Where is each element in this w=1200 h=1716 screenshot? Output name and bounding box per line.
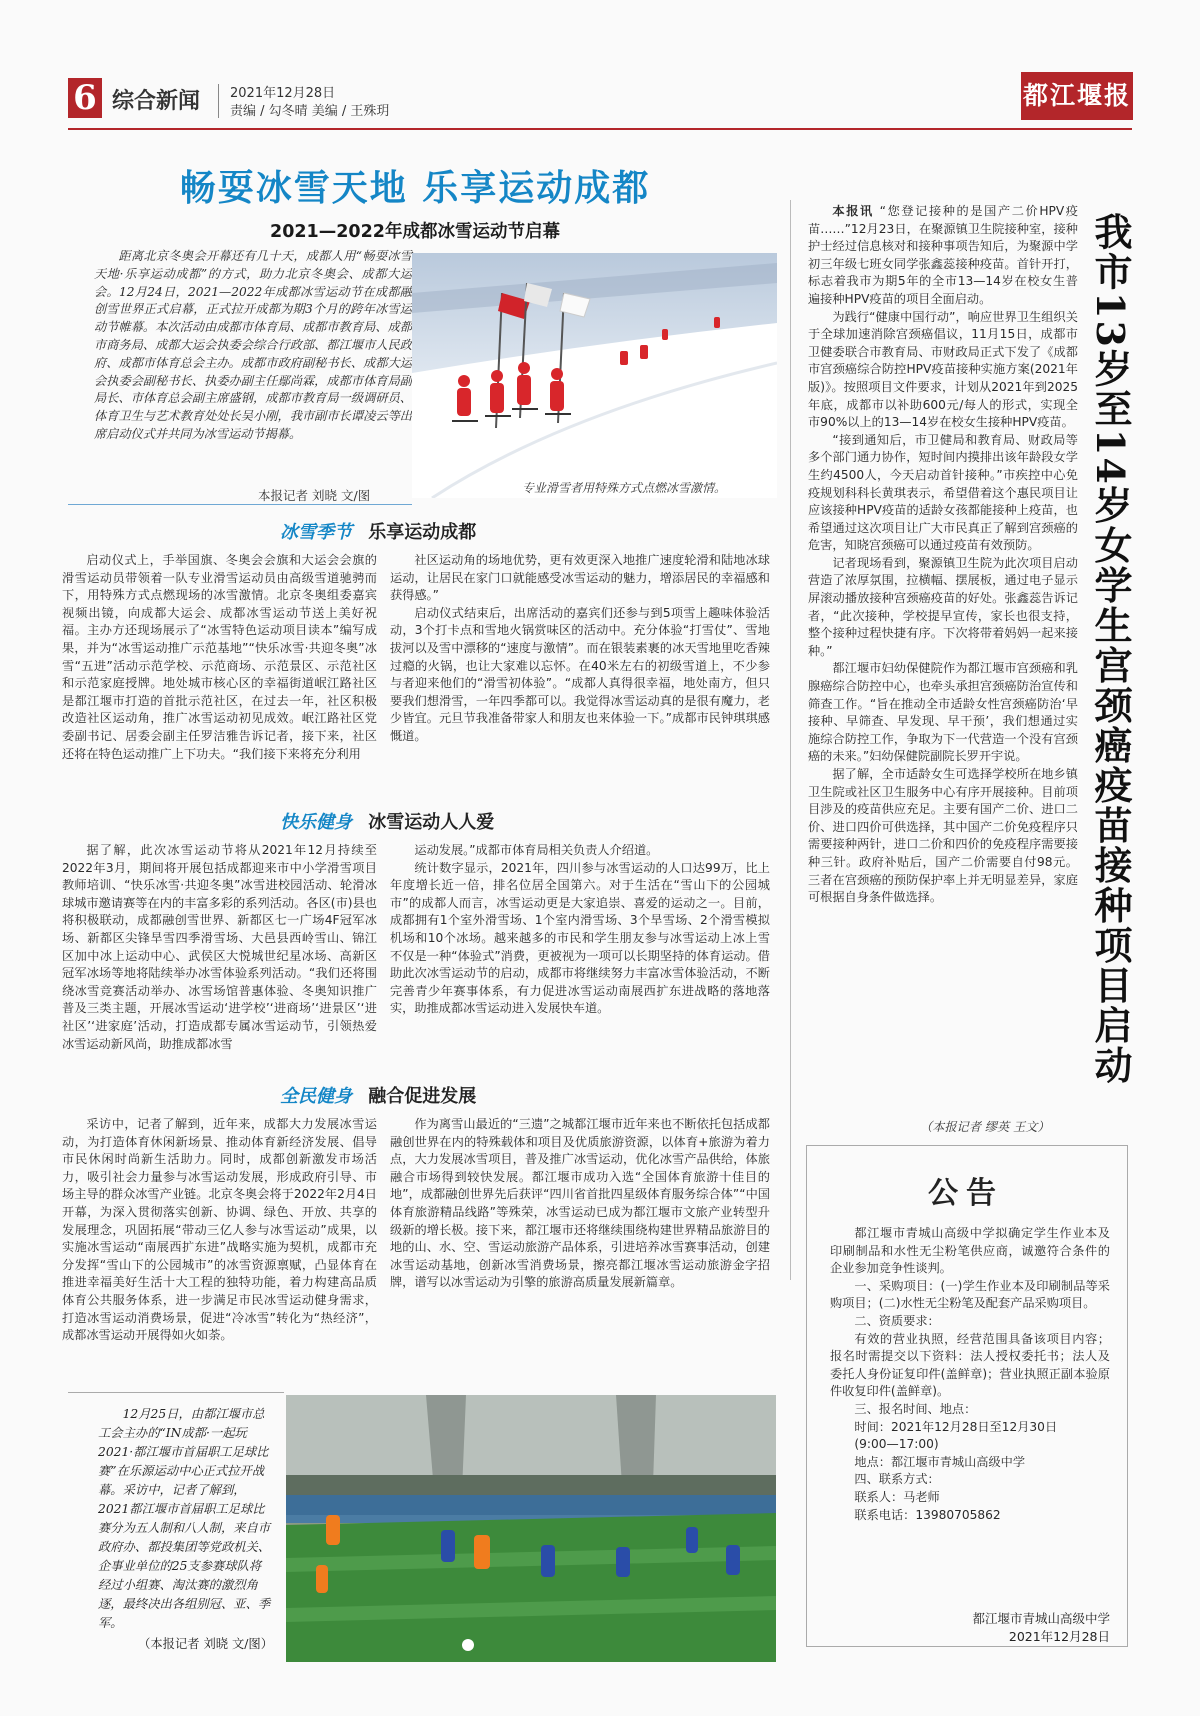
article-col	[390, 842, 770, 1018]
lead-label: 本报讯	[832, 204, 880, 218]
subsection-title: 融合促进发展	[368, 1086, 477, 1107]
notice-title: 公告	[928, 1176, 1004, 1211]
subsection-heading-1	[280, 518, 476, 544]
page-number: 6	[68, 78, 102, 118]
article-col: 作为离雪山最近的“三遗”之城都江堰市近年来也不断依托包括成都融创世界在内的特殊载体和项目及优质旅游资源，以体育+旅游为着力点，大力发展冰雪项目，普及推广冰雪运动，优化冰雪产品供给，体旅融合市场得到较快发展。都江堰市成功入选“全国体育旅游十佳目的地”，成都融创世界先后获评“四川省首批四星级体育服务综合体”“中国体育旅游精品线路”等殊荣，冰雪运动已成为都江堰市文旅产业转型升级新的增长极。接下来，都江堰市还将继续围绕构建世界精品旅游目的地的山、水、空、雪运动旅游产品体系，引进培养冰雪赛事活动，创建冰雪运动基地，创新冰雪消费场景，擦亮都江堰冰雪运动旅游金字招牌，谱写以冰雪运动为引擎的旅游高质量发展新篇章。	[390, 1117, 770, 1290]
notice-signature	[830, 1610, 1110, 1646]
paragraph: 运动发展。”成都市体育局相关负责人介绍道。	[414, 843, 659, 857]
subsection-heading-3	[280, 1082, 476, 1108]
subsection-keyword: 冰雪季节	[280, 522, 352, 543]
ski-photo-caption: 专业滑雪者用特殊方式点燃冰雪激情。	[522, 481, 727, 495]
paragraph: 为践行“健康中国行动”，响应世界卫生组织关于全球加速消除宫颈癌倡议，11月15日，成都市卫健委联合市教育局、市财政局正式下发了《成都市宫颈癌综合防控HPV疫苗接种实施方案(2021年版)》。按照项目文件要求，计划从2021年到2025年底，成都市以补助600元/每人的形式，实现全市90%以上的13—14岁在校女生接种HPV疫苗。	[808, 309, 1078, 430]
notice-line: 二、资质要求：	[854, 1313, 940, 1328]
subsection-title: 冰雪运动人人爱	[368, 812, 495, 833]
paragraph: 启动仪式结束后，出席活动的嘉宾们还参与到5项雪上趣味体验活动，3个打卡点和雪地火锅赏味区的活动中。充分体验“打雪仗”、雪地拔河以及雪中漂移的“速度与激情”。而在银装素裹的冰天雪地里吃香辣过瘾的火锅，也让大家难以忘怀。在40米左右的初级雪道上，不少参与者迎来他们的“滑雪初体验”。“成都人真得很幸福，地处南方，但只要我们想滑雪，一年四季都可以。我觉得冰雪运动真的是很有魔力，老少皆宜。元旦节我准备带家人和朋友也来体验一下。”成都市民钟琪琪感慨道。	[390, 605, 770, 743]
notice-line: 有效的营业执照，经营范围具备该项目内容；报名时需提交以下资料：法人授权委托书；法人及委托人身份证复印件(盖鲜章)；营业执照正副本验原件收复印件(盖鲜章)。	[830, 1331, 1110, 1399]
lead-paragraph: 距离北京冬奥会开幕还有几十天，成都人用“畅耍冰雪天地·乐享运动成都”的方式，助力北京冬奥会、成都大运会。12月24日，2021—2022年成都冰雪运动节在成都融创雪世界正式启幕，正式拉开成都为期3个月的跨年冰雪运动节帷幕。本次活动由成都市体育局、成都市教育局、成都市商务局、成都大运会执委会综合行政部、都江堰市人民政府、成都市体育总会主办。成都市政府副秘书长、成都大运会执委会副秘书长、执委办副主任鄢尚霖，成都市体育局副局长、市体育总会副主席盛钢，成都市教育局一级调研员、体育卫生与艺术教育处处长吴小刚，我市副市长谭凌云等出席启动仪式并共同为冰雪运动节揭幕。	[94, 249, 412, 441]
football-photo	[286, 1395, 776, 1662]
main-subheadline: 2021—2022年成都冰雪运动节启幕	[270, 222, 560, 242]
issue-date: 2021年12月28日	[230, 86, 336, 101]
subsection-title: 乐享运动成都	[368, 522, 477, 543]
lead-credit: 本报记者 刘晓 文/图	[258, 488, 371, 503]
vaccine-credit: （本报记者 缪英 王文）	[920, 1120, 1050, 1134]
football-caption: 12月25日，由都江堰市总工会主办的“IN成都·一起玩 2021·都江堰市首届职工足球比赛”在乐源运动中心正式拉开战幕。采访中，记者了解到，2021都江堰市首届职工足球比赛分为五人制和八人制，来自市政府办、都投集团等党政机关、企事业单位的25支参赛球队将经过小组赛、淘汰赛的激烈角逐，最终决出各组别冠、亚、季军。 （本报记者 刘晓 文/图）	[98, 1405, 273, 1654]
paragraph: 记者现场看到，聚源镇卫生院为此次项目启动营造了浓厚氛围，拉横幅、摆展板，通过电子显示屏滚动播放接种宫颈癌疫苗的好处。张鑫蕊告诉记者，“此次接种，学校提早宣传，家长也很支持，整个接种过程快捷有序。下次将带着妈妈一起来接种。”	[808, 555, 1078, 658]
notice-line: 地点：都江堰市青城山高级中学	[854, 1454, 1026, 1469]
notice-line: 时间：2021年12月28日至12月30日	[854, 1419, 1058, 1434]
vaccine-headline: 我市13岁至14岁女学生宫颈癌疫苗接种项目启动	[1088, 212, 1133, 1086]
header-divider	[218, 84, 219, 118]
main-headline: 畅耍冰雪天地 乐享运动成都	[179, 168, 651, 209]
paragraph: 本报讯 “您登记接种的是国产二价HPV疫苗……”12月23日，在聚源镇卫生院接种室，接种护士经过信息核对和接种事项告知后，为聚源中学初三年级七班女同学张鑫蕊接种疫苗。首针开打，标志着我市为期5年的全市13—14岁在校女生普遍接种HPV疫苗的项目全面启动。	[808, 204, 1078, 306]
subsection-keyword: 全民健身	[280, 1086, 352, 1107]
notice-line: 联系电话：13980705862	[854, 1507, 1001, 1522]
football-credit: （本报记者 刘晓 文/图）	[138, 1637, 273, 1651]
paragraph: 统计数字显示，2021年，四川参与冰雪运动的人口达99万，比上年度增长近一倍，排名位居全国第六。对于生活在“雪山下的公园城市”的成都人而言，冰雪运动更是大家追崇、喜爱的运动之一。目前，成都拥有1个室外滑雪场、1个室内滑雪场、3个旱雪场、2个滑雪模拟机场和10个冰场。越来越多的市民和学生朋友参与冰雪运动上冰上雪不仅是一种“体验式”消费，更被视为一项可以长期坚持的体育运动。借助此次冰雪运动节的启动，成都市将继续努力丰富冰雪体验活动，不断完善青少年赛事体系，有力促进冰雪运动南展西扩东进战略的落地落实，助推成都冰雪运动进入发展快车道。	[390, 860, 770, 1016]
paragraph: 社区运动角的场地优势，更有效更深入地推广速度轮滑和陆地冰球运动，让居民在家门口就能感受冰雪运动的魅力，增添居民的幸福感和获得感。”	[390, 553, 770, 603]
vaccine-body	[808, 203, 1078, 907]
notice-line: (9:00—17:00)	[854, 1437, 939, 1452]
notice-intro: 都江堰市青城山高级中学拟确定学生作业本及印刷制品和水性无尘粉笔供应商，诚邀符合条件的企业参加竞争性谈判。	[830, 1226, 1110, 1276]
notice-body	[830, 1225, 1110, 1524]
article-col: 据了解，此次冰雪运动节将从2021年12月持续至2022年3月，期间将开展包括成都迎来市中小学滑雪项目教师培训、“快乐冰雪·共迎冬奥”冰雪进校园活动、轮滑冰球城市邀请赛等在内的丰富多彩的系列活动。各区(市)县也将积极联动，成都融创雪世界、新都区七一广场4F冠军冰场、新都区尖锋旱雪四季滑雪场、大邑县西岭雪山、锦江区加中冰上运动中心、武侯区大悦城世纪星冰场、高新区冠军冰场等地将陆续举办冰雪体验系列活动。“我们还将围绕冰雪竞赛活动举办、冰雪场馆普惠体验、冬奥知识推广普及三类主题，开展冰雪运动‘进学校’‘进商场’‘进景区’‘进社区’‘进家庭’活动，打造成都专属冰雪运动节，引领热爱冰雪运动新风尚，助推成都冰雪	[62, 843, 377, 1051]
paragraph: “接到通知后，市卫健局和教育局、财政局等多个部门通力协作，短时间内摸排出该年龄段女学生约4500人，今天启动首针接种。”市疾控中心免疫规划科科长黄琪表示，希望借着这个惠民项目让应该接种HPV疫苗的适龄女孩都能接种上疫苗，也希望通过这次项目让广大市民真正了解到宫颈癌的危害，知晓宫颈癌可以通过疫苗有效预防。	[808, 432, 1078, 553]
notice-line: 一、采购项目：(一)学生作业本及印刷制品等采购项目；(二)水性无尘粉笔及配套产品采购项目。	[830, 1278, 1110, 1311]
masthead-logo: 都江堰报	[1021, 72, 1133, 120]
article-col: 启动仪式上，手举国旗、冬奥会会旗和大运会会旗的滑雪运动员带领着一队专业滑雪运动员由高级雪道驰骋而下，用特殊方式点燃现场的冰雪激情。北京冬奥组委嘉宾视频出镜，向成都大运会、成都冰雪运动节送上美好祝福。主办方还现场展示了“冰雪特色运动项目读本”编写成果，并为“冰雪运动推广示范基地”“快乐冰雪·共迎冬奥”冰雪“五进”活动示范学校、示范商场、示范景区、示范社区和示范家庭授牌。地处城市核心区的幸福街道岷江路社区是都江堰市打造的首批示范社区，在过去一年，社区积极改造社区运动角，推广冰雪运动初见成效。岷江路社区党委副书记、居委会副主任罗洁雅告诉记者，接下来，社区还将在特色运动推广上下功夫。“我们接下来将充分利用	[62, 553, 377, 761]
subsection-keyword: 快乐健身	[280, 812, 352, 833]
lead-rule	[68, 504, 412, 505]
ski-photo	[412, 253, 777, 498]
notice-line: 联系人：马老师	[854, 1489, 940, 1504]
notice-line: 三、报名时间、地点：	[854, 1401, 977, 1416]
header-rule	[68, 128, 1132, 130]
notice-signer: 都江堰市青城山高级中学	[972, 1611, 1110, 1626]
article-col: 采访中，记者了解到，近年来，成都大力发展冰雪运动，为打造体育休闲新场景、推动体育新经济发展、倡导市民休闲时尚新生活助力。同时，成都创新激发市场活力，吸引社会力量参与冰雪运动发展，形成政府引导、市场主导的群众冰雪产业链。北京冬奥会将于2022年2月4日开幕，为深入贯彻落实创新、协调、绿色、开放、共享的发展理念，巩固拓展“带动三亿人参与冰雪运动”成果，以实施冰雪运动“南展西扩东进”战略实施为契机，成都市充分发挥“雪山下的公园城市”的冰雪资源禀赋，凸显体育在推进幸福美好生活十大工程的独特功能，着力构建高品质体育公共服务体系，进一步满足市民冰雪运动健身需求，打造冰雪运动消费场景，促进“冷冰雪”转化为“热经济”，成都冰雪运动开展得如火如荼。	[62, 1117, 377, 1343]
notice-line: 四、联系方式：	[854, 1472, 940, 1487]
column-divider	[790, 200, 791, 1280]
editors-line: 责编 / 勾冬晴 美编 / 王殊玥	[230, 104, 390, 119]
paragraph: 都江堰市妇幼保健院作为都江堰市宫颈癌和乳腺癌综合防控中心，也牵头承担宫颈癌防治宣传和筛查工作。“旨在推动全市适龄女性宫颈癌防治‘早接种、早筛查、早发现、早干预’，我们想通过实施综合防控工作，争取为下一代营造一个没有宫颈癌的未来。”妇幼保健院副院长罗开宇说。	[808, 661, 1078, 764]
subsection-heading-2	[280, 808, 494, 834]
article-col	[390, 552, 770, 746]
section-title: 综合新闻	[112, 89, 201, 114]
notice-date: 2021年12月28日	[1008, 1629, 1110, 1644]
paragraph: 据了解，全市适龄女生可选择学校所在地乡镇卫生院或社区卫生服务中心有序开展接种。目前项目涉及的疫苗供应充足。主要有国产二价、进口二价、进口四价可供选择，其中国产二价免疫程序只需要接种两针，进口二价和四价的免疫程序需要接种三针。政府补贴后，国产二价需要自付98元。三者在宫颈癌的预防保护率上并无明显差异，家庭可根据自身条件做选择。	[808, 767, 1078, 905]
